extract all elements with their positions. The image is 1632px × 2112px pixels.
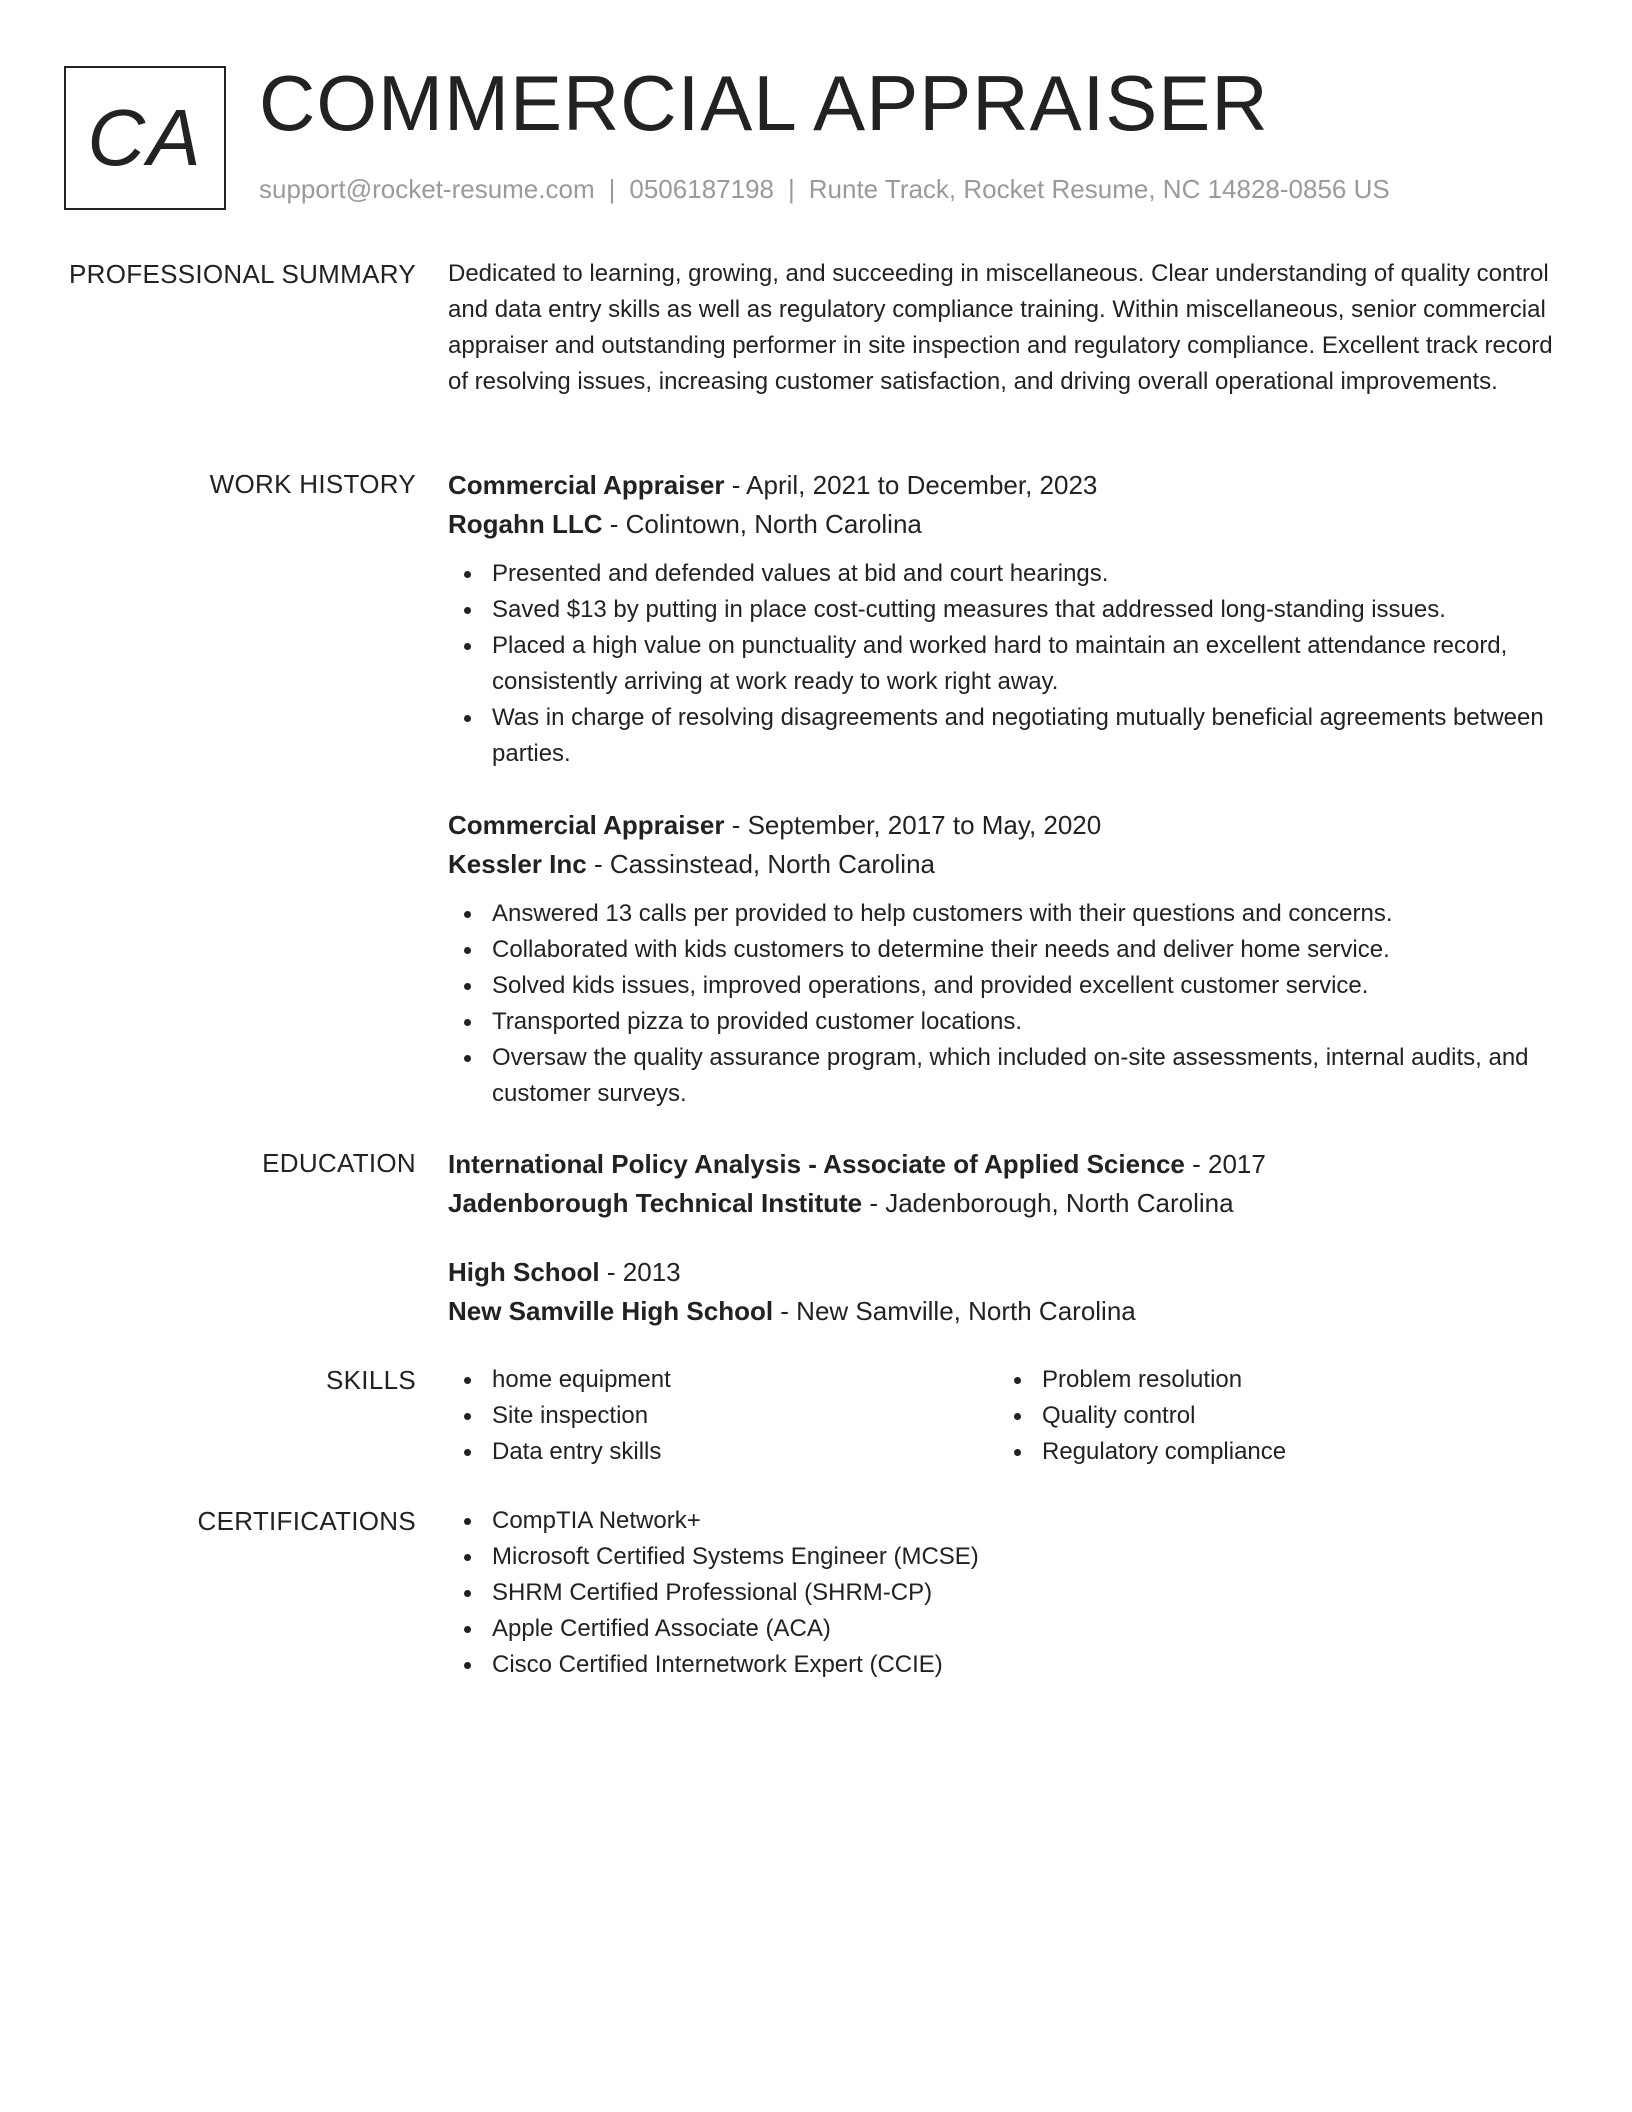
job-company-line — [448, 505, 1568, 544]
education-year: - 2013 — [599, 1257, 681, 1287]
job-title-line — [448, 466, 1568, 505]
education-location: - New Samville, North Carolina — [773, 1296, 1136, 1326]
education-degree-line — [448, 1145, 1568, 1184]
contact-line — [259, 174, 1390, 205]
list-item: Presented and defended values at bid and court hearings. — [448, 556, 1568, 592]
list-item: Problem resolution — [998, 1362, 1548, 1398]
list-item: SHRM Certified Professional (SHRM-CP) — [448, 1575, 1568, 1611]
page-title: COMMERCIAL APPRAISER — [259, 59, 1269, 147]
list-item: Placed a high value on punctuality and worked hard to maintain an excellent attendance record, consistently arriving at work ready to work right away. — [448, 628, 1568, 700]
education-degree: High School — [448, 1257, 600, 1287]
contact-address: Runte Track, Rocket Resume, NC 14828-0856 US — [808, 174, 1390, 204]
job-title: Commercial Appraiser — [448, 470, 725, 500]
resume-header — [64, 59, 1568, 210]
job-company: Rogahn LLC — [448, 509, 603, 539]
job-title-line — [448, 806, 1568, 845]
job-bullets — [448, 556, 1568, 772]
job-location: - Cassinstead, North Carolina — [586, 849, 936, 879]
job-dates: - September, 2017 to May, 2020 — [724, 810, 1102, 840]
monogram-badge: CA — [64, 66, 226, 210]
work-history-list — [448, 466, 1568, 1146]
section-label-skills: SKILLS — [326, 1365, 416, 1395]
contact-email[interactable]: support@rocket-resume.com — [259, 174, 595, 204]
education-entry — [448, 1253, 1568, 1331]
list-item: Answered 13 calls per provided to help customers with their questions and concerns. — [448, 896, 1568, 932]
education-degree: International Policy Analysis - Associate of Applied Science — [448, 1149, 1185, 1179]
job-entry — [448, 466, 1568, 772]
section-label-education: EDUCATION — [262, 1148, 416, 1178]
contact-separator: | — [608, 174, 616, 204]
education-list — [448, 1145, 1568, 1361]
list-item: Transported pizza to provided customer locations. — [448, 1004, 1568, 1040]
education-school-line — [448, 1184, 1568, 1223]
list-item: Saved $13 by putting in place cost-cutting measures that addressed long-standing issues. — [448, 592, 1568, 628]
job-title: Commercial Appraiser — [448, 810, 725, 840]
list-item: Data entry skills — [448, 1434, 998, 1470]
list-item: Quality control — [998, 1398, 1548, 1434]
list-item: CompTIA Network+ — [448, 1503, 1568, 1539]
job-dates: - April, 2021 to December, 2023 — [724, 470, 1098, 500]
list-item: Site inspection — [448, 1398, 998, 1434]
summary-text: Dedicated to learning, growing, and succeeding in miscellaneous. Clear understanding of quality control and data entry skills as well as regulatory compliance training. Within miscellaneous, senior commercial appraiser and outstanding performer in site inspection and regulatory compliance. Excellent track record of resolving issues, increasing customer satisfaction, and driving overall operational improvements. — [448, 260, 1553, 395]
education-year: - 2017 — [1184, 1149, 1266, 1179]
contact-separator: | — [788, 174, 795, 204]
skills-columns — [448, 1362, 1568, 1470]
list-item: Oversaw the quality assurance program, which included on-site assessments, internal audits, and customer surveys. — [448, 1040, 1568, 1112]
list-item: Solved kids issues, improved operations, and provided excellent customer service. — [448, 968, 1568, 1004]
skills-list — [448, 1362, 1568, 1470]
job-bullets — [448, 896, 1568, 1112]
contact-phone[interactable]: 0506187198 — [629, 174, 774, 204]
list-item: Was in charge of resolving disagreements and negotiating mutually beneficial agreements between parties. — [448, 700, 1568, 772]
skills-column-left — [448, 1362, 998, 1470]
education-school-line — [448, 1292, 1568, 1331]
job-company: Kessler Inc — [448, 849, 587, 879]
list-item: home equipment — [448, 1362, 998, 1398]
job-company-line — [448, 845, 1568, 884]
list-item: Collaborated with kids customers to determine their needs and deliver home service. — [448, 932, 1568, 968]
education-school: Jadenborough Technical Institute — [448, 1188, 863, 1218]
job-location: - Colintown, North Carolina — [602, 509, 922, 539]
list-item: Regulatory compliance — [998, 1434, 1548, 1470]
job-entry — [448, 806, 1568, 1112]
education-school: New Samville High School — [448, 1296, 774, 1326]
section-label-certifications: CERTIFICATIONS — [197, 1506, 416, 1536]
education-entry — [448, 1145, 1568, 1223]
list-item: Microsoft Certified Systems Engineer (MCSE) — [448, 1539, 1568, 1575]
list-item: Cisco Certified Internetwork Expert (CCIE) — [448, 1647, 1568, 1683]
section-label-work-history: WORK HISTORY — [209, 469, 416, 499]
skills-column-right — [998, 1362, 1548, 1470]
list-item: Apple Certified Associate (ACA) — [448, 1611, 1568, 1647]
certifications-bullets — [448, 1503, 1568, 1683]
education-location: - Jadenborough, North Carolina — [862, 1188, 1234, 1218]
section-label-summary: PROFESSIONAL SUMMARY — [69, 259, 416, 289]
certifications-list — [448, 1503, 1568, 1683]
education-degree-line — [448, 1253, 1568, 1292]
